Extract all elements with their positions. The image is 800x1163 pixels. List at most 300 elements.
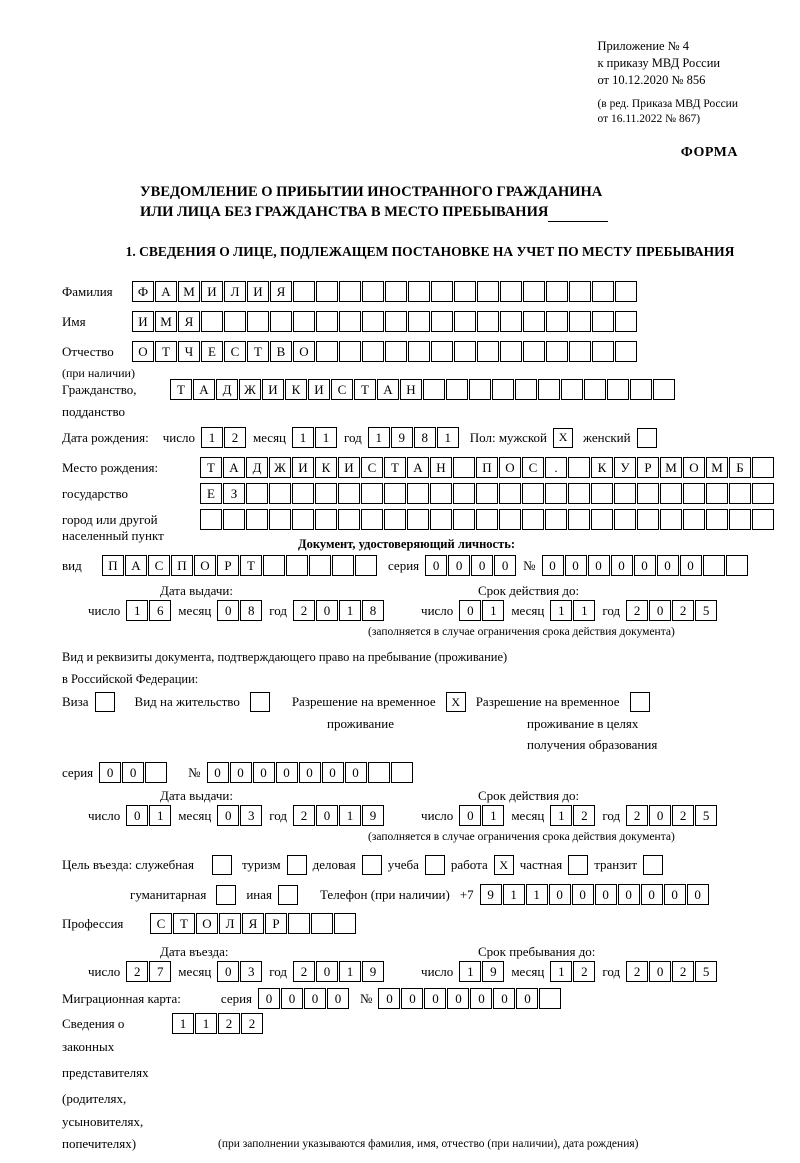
form-cell[interactable]: 0 [299,762,321,783]
form-cell[interactable] [615,341,637,362]
form-cell[interactable]: 1 [195,1013,217,1034]
form-cell[interactable] [706,509,728,530]
form-cell[interactable] [500,341,522,362]
form-cell[interactable]: Б [729,457,751,478]
form-cell[interactable]: 0 [281,988,303,1009]
checkbox-temp-residence[interactable]: X [446,692,466,712]
form-cell[interactable]: Я [178,311,200,332]
checkbox-male[interactable]: X [553,428,573,448]
form-cell[interactable]: И [262,379,284,400]
form-cell[interactable] [476,509,498,530]
form-cell[interactable] [584,379,606,400]
form-cell[interactable] [431,281,453,302]
form-cell[interactable] [607,379,629,400]
stay-end-month-cells[interactable] [550,961,596,982]
form-cell[interactable]: Р [265,913,287,934]
form-cell[interactable]: 6 [149,600,171,621]
form-cell[interactable]: 0 [641,884,663,905]
form-cell[interactable]: 9 [391,427,413,448]
form-cell[interactable]: 2 [626,600,648,621]
form-cell[interactable] [683,509,705,530]
form-cell[interactable] [592,311,614,332]
form-cell[interactable]: П [476,457,498,478]
form-cell[interactable]: 3 [240,961,262,982]
form-cell[interactable]: 0 [122,762,144,783]
form-cell[interactable]: Р [637,457,659,478]
form-cell[interactable]: 9 [482,961,504,982]
form-cell[interactable]: В [270,341,292,362]
form-cell[interactable] [385,341,407,362]
form-cell[interactable]: Ж [239,379,261,400]
form-cell[interactable]: А [193,379,215,400]
form-cell[interactable] [408,341,430,362]
form-cell[interactable] [407,483,429,504]
form-cell[interactable]: 0 [588,555,610,576]
form-cell[interactable]: 0 [345,762,367,783]
form-cell[interactable]: 8 [414,427,436,448]
form-cell[interactable]: С [150,913,172,934]
birth-place-cells-row-3[interactable] [200,509,775,530]
issue-year-cells[interactable] [293,600,385,621]
form-cell[interactable] [523,281,545,302]
form-cell[interactable]: 2 [573,805,595,826]
form-cell[interactable]: Т [173,913,195,934]
form-cell[interactable]: 2 [626,961,648,982]
form-cell[interactable]: 0 [649,961,671,982]
form-cell[interactable] [545,509,567,530]
form-cell[interactable]: Н [400,379,422,400]
form-cell[interactable]: 0 [253,762,275,783]
form-cell[interactable]: Е [201,341,223,362]
form-cell[interactable] [246,509,268,530]
form-cell[interactable]: 1 [550,600,572,621]
form-cell[interactable]: О [499,457,521,478]
form-cell[interactable] [500,311,522,332]
phone-cells[interactable] [480,884,710,905]
form-cell[interactable] [568,483,590,504]
form-cell[interactable]: О [194,555,216,576]
checkbox-official[interactable] [212,855,232,875]
form-cell[interactable] [592,281,614,302]
form-cell[interactable]: А [155,281,177,302]
checkbox-female[interactable] [637,428,657,448]
form-cell[interactable]: 1 [459,961,481,982]
form-cell[interactable]: 1 [573,600,595,621]
stay-end-year-cells[interactable] [626,961,718,982]
form-cell[interactable] [334,913,356,934]
checkbox-private[interactable] [568,855,588,875]
form-cell[interactable] [316,311,338,332]
form-cell[interactable] [408,311,430,332]
form-cell[interactable] [660,483,682,504]
form-cell[interactable] [561,379,583,400]
form-cell[interactable] [339,341,361,362]
form-cell[interactable]: 0 [327,988,349,1009]
checkbox-visa[interactable] [95,692,115,712]
form-cell[interactable] [269,509,291,530]
form-cell[interactable] [430,483,452,504]
form-cell[interactable]: Л [224,281,246,302]
form-cell[interactable]: Я [270,281,292,302]
form-cell[interactable] [385,311,407,332]
citizenship-cells[interactable] [170,379,676,400]
form-cell[interactable]: 2 [293,600,315,621]
form-cell[interactable] [362,341,384,362]
form-cell[interactable]: 1 [550,805,572,826]
mig-number-cells[interactable] [378,988,562,1009]
form-cell[interactable] [469,379,491,400]
form-cell[interactable]: Ч [178,341,200,362]
form-cell[interactable] [637,483,659,504]
form-cell[interactable] [316,281,338,302]
form-cell[interactable] [630,379,652,400]
form-cell[interactable] [293,281,315,302]
form-cell[interactable]: 9 [362,805,384,826]
form-cell[interactable] [726,555,748,576]
form-cell[interactable] [615,281,637,302]
form-cell[interactable] [729,483,751,504]
form-cell[interactable]: 0 [595,884,617,905]
birth-year-cells[interactable] [368,427,460,448]
form-cell[interactable]: 1 [482,600,504,621]
form-cell[interactable] [431,341,453,362]
form-cell[interactable]: 1 [149,805,171,826]
form-cell[interactable] [315,483,337,504]
form-cell[interactable]: Е [200,483,222,504]
form-cell[interactable]: 1 [315,427,337,448]
form-cell[interactable]: М [660,457,682,478]
form-cell[interactable]: 5 [695,961,717,982]
form-cell[interactable]: 1 [201,427,223,448]
form-cell[interactable]: М [155,311,177,332]
birth-place-cells-row-2[interactable] [200,483,775,504]
checkbox-humanitarian[interactable] [216,885,236,905]
form-cell[interactable] [523,311,545,332]
form-cell[interactable]: 8 [362,600,384,621]
checkbox-study[interactable] [425,855,445,875]
form-cell[interactable]: 0 [378,988,400,1009]
form-cell[interactable] [729,509,751,530]
form-cell[interactable]: Ж [269,457,291,478]
form-cell[interactable] [362,311,384,332]
form-cell[interactable]: Т [200,457,222,478]
stay-issue-day-cells[interactable] [126,805,172,826]
form-cell[interactable]: Н [430,457,452,478]
form-cell[interactable]: М [706,457,728,478]
form-cell[interactable]: 0 [516,988,538,1009]
form-cell[interactable] [355,555,377,576]
form-cell[interactable] [246,483,268,504]
stay-issue-month-cells[interactable] [217,805,263,826]
form-cell[interactable]: 2 [573,961,595,982]
form-cell[interactable] [431,311,453,332]
form-cell[interactable] [224,311,246,332]
stay-end-day-cells[interactable] [459,961,505,982]
legal-rep-cells-row-1[interactable] [172,1013,264,1034]
form-cell[interactable]: 2 [293,961,315,982]
birth-day-cells[interactable] [201,427,247,448]
form-cell[interactable] [430,509,452,530]
form-cell[interactable]: 2 [126,961,148,982]
doc-number-cells[interactable] [542,555,749,576]
form-cell[interactable] [423,379,445,400]
form-cell[interactable]: 0 [304,988,326,1009]
form-cell[interactable] [288,913,310,934]
form-cell[interactable] [615,311,637,332]
stay-valid-day-cells[interactable] [459,805,505,826]
form-cell[interactable]: 1 [339,600,361,621]
form-cell[interactable]: 0 [680,555,702,576]
name-cells[interactable] [132,311,638,332]
form-cell[interactable]: 2 [218,1013,240,1034]
form-cell[interactable]: А [377,379,399,400]
form-cell[interactable]: 0 [230,762,252,783]
form-cell[interactable]: Т [240,555,262,576]
form-cell[interactable] [263,555,285,576]
birth-month-cells[interactable] [292,427,338,448]
form-cell[interactable]: 5 [695,805,717,826]
form-cell[interactable]: 0 [459,600,481,621]
form-cell[interactable] [653,379,675,400]
form-cell[interactable]: 0 [258,988,280,1009]
form-cell[interactable]: И [292,457,314,478]
form-cell[interactable] [454,341,476,362]
form-cell[interactable]: 0 [611,555,633,576]
form-cell[interactable]: 0 [425,555,447,576]
form-cell[interactable]: Я [242,913,264,934]
form-cell[interactable] [703,555,725,576]
form-cell[interactable]: 1 [292,427,314,448]
form-cell[interactable] [453,509,475,530]
form-cell[interactable]: 0 [316,600,338,621]
form-cell[interactable] [546,341,568,362]
form-cell[interactable]: 0 [542,555,564,576]
form-cell[interactable]: Л [219,913,241,934]
form-cell[interactable] [568,457,590,478]
form-cell[interactable]: 0 [217,961,239,982]
form-cell[interactable]: О [132,341,154,362]
form-cell[interactable]: К [285,379,307,400]
form-cell[interactable]: А [407,457,429,478]
form-cell[interactable]: 2 [626,805,648,826]
form-cell[interactable]: К [591,457,613,478]
form-cell[interactable] [569,341,591,362]
form-cell[interactable]: 0 [99,762,121,783]
form-cell[interactable] [591,509,613,530]
form-cell[interactable] [362,281,384,302]
form-cell[interactable]: И [308,379,330,400]
form-cell[interactable]: 0 [664,884,686,905]
stay-series-cells[interactable] [99,762,168,783]
form-cell[interactable] [332,555,354,576]
form-cell[interactable]: 0 [493,988,515,1009]
form-cell[interactable]: О [293,341,315,362]
form-cell[interactable] [292,509,314,530]
form-cell[interactable] [545,483,567,504]
form-cell[interactable] [361,483,383,504]
form-cell[interactable] [315,509,337,530]
form-cell[interactable] [384,509,406,530]
form-cell[interactable]: 1 [172,1013,194,1034]
form-cell[interactable] [477,311,499,332]
form-cell[interactable] [499,509,521,530]
form-cell[interactable] [316,341,338,362]
form-cell[interactable] [752,509,774,530]
checkbox-residence-permit[interactable] [250,692,270,712]
profession-cells[interactable] [150,913,357,934]
issue-day-cells[interactable] [126,600,172,621]
form-cell[interactable]: У [614,457,636,478]
form-cell[interactable]: 1 [339,961,361,982]
form-cell[interactable]: 0 [459,805,481,826]
form-cell[interactable]: П [171,555,193,576]
form-cell[interactable] [446,379,468,400]
form-cell[interactable]: 1 [482,805,504,826]
form-cell[interactable]: М [178,281,200,302]
form-cell[interactable]: 1 [550,961,572,982]
form-cell[interactable] [339,281,361,302]
form-cell[interactable] [368,762,390,783]
form-cell[interactable] [546,281,568,302]
entry-year-cells[interactable] [293,961,385,982]
form-cell[interactable]: 0 [565,555,587,576]
form-cell[interactable] [338,509,360,530]
form-cell[interactable] [270,311,292,332]
form-cell[interactable]: 3 [240,805,262,826]
form-cell[interactable] [752,457,774,478]
form-cell[interactable] [539,988,561,1009]
form-cell[interactable]: 9 [362,961,384,982]
doc-kind-cells[interactable] [102,555,378,576]
form-cell[interactable]: 0 [634,555,656,576]
form-cell[interactable] [309,555,331,576]
form-cell[interactable]: 8 [240,600,262,621]
form-cell[interactable]: С [224,341,246,362]
form-cell[interactable]: Т [155,341,177,362]
form-cell[interactable]: С [148,555,170,576]
form-cell[interactable]: 0 [276,762,298,783]
form-cell[interactable] [200,509,222,530]
form-cell[interactable] [286,555,308,576]
form-cell[interactable]: Ф [132,281,154,302]
form-cell[interactable]: 1 [339,805,361,826]
form-cell[interactable]: 1 [437,427,459,448]
checkbox-temp-edu[interactable] [630,692,650,712]
form-cell[interactable] [408,281,430,302]
form-cell[interactable]: 0 [447,988,469,1009]
form-cell[interactable]: 0 [207,762,229,783]
form-cell[interactable] [339,311,361,332]
checkbox-business[interactable] [362,855,382,875]
form-cell[interactable] [538,379,560,400]
form-cell[interactable] [145,762,167,783]
stay-issue-year-cells[interactable] [293,805,385,826]
checkbox-transit[interactable] [643,855,663,875]
form-cell[interactable] [569,311,591,332]
form-cell[interactable]: К [315,457,337,478]
entry-month-cells[interactable] [217,961,263,982]
form-cell[interactable]: И [201,281,223,302]
form-cell[interactable] [500,281,522,302]
form-cell[interactable]: И [338,457,360,478]
valid-day-cells[interactable] [459,600,505,621]
form-cell[interactable]: 2 [293,805,315,826]
form-cell[interactable] [522,509,544,530]
form-cell[interactable] [515,379,537,400]
form-cell[interactable]: О [683,457,705,478]
form-cell[interactable]: 0 [126,805,148,826]
form-cell[interactable]: З [223,483,245,504]
form-cell[interactable]: 0 [649,805,671,826]
form-cell[interactable] [385,281,407,302]
form-cell[interactable] [591,483,613,504]
form-cell[interactable] [201,311,223,332]
form-cell[interactable]: А [125,555,147,576]
form-cell[interactable]: 1 [126,600,148,621]
doc-series-cells[interactable] [425,555,517,576]
form-cell[interactable]: И [247,281,269,302]
form-cell[interactable]: Д [246,457,268,478]
form-cell[interactable] [477,341,499,362]
form-cell[interactable] [614,509,636,530]
checkbox-other-purpose[interactable] [278,885,298,905]
form-cell[interactable] [384,483,406,504]
form-cell[interactable] [752,483,774,504]
form-cell[interactable] [592,341,614,362]
form-cell[interactable] [247,311,269,332]
form-cell[interactable] [477,281,499,302]
form-cell[interactable]: Т [354,379,376,400]
form-cell[interactable]: С [522,457,544,478]
form-cell[interactable] [546,311,568,332]
form-cell[interactable]: 2 [672,600,694,621]
form-cell[interactable]: 0 [471,555,493,576]
form-cell[interactable] [454,281,476,302]
form-cell[interactable]: 1 [503,884,525,905]
form-cell[interactable]: 0 [649,600,671,621]
form-cell[interactable]: 1 [368,427,390,448]
stay-number-cells[interactable] [207,762,414,783]
form-cell[interactable]: С [361,457,383,478]
form-cell[interactable]: П [102,555,124,576]
form-cell[interactable]: Д [216,379,238,400]
form-cell[interactable] [223,509,245,530]
form-cell[interactable]: 0 [448,555,470,576]
stay-valid-month-cells[interactable] [550,805,596,826]
form-cell[interactable] [293,311,315,332]
form-cell[interactable] [637,509,659,530]
form-cell[interactable]: 2 [672,961,694,982]
form-cell[interactable]: 0 [549,884,571,905]
form-cell[interactable] [453,457,475,478]
form-cell[interactable]: Т [247,341,269,362]
form-cell[interactable] [292,483,314,504]
form-cell[interactable]: 0 [494,555,516,576]
form-cell[interactable]: 0 [657,555,679,576]
form-cell[interactable]: 0 [316,961,338,982]
form-cell[interactable] [311,913,333,934]
form-cell[interactable] [476,483,498,504]
form-cell[interactable]: Т [384,457,406,478]
issue-month-cells[interactable] [217,600,263,621]
form-cell[interactable]: 0 [470,988,492,1009]
form-cell[interactable]: 1 [526,884,548,905]
entry-day-cells[interactable] [126,961,172,982]
form-cell[interactable] [568,509,590,530]
mig-series-cells[interactable] [258,988,350,1009]
checkbox-work[interactable]: X [494,855,514,875]
form-cell[interactable]: 0 [424,988,446,1009]
